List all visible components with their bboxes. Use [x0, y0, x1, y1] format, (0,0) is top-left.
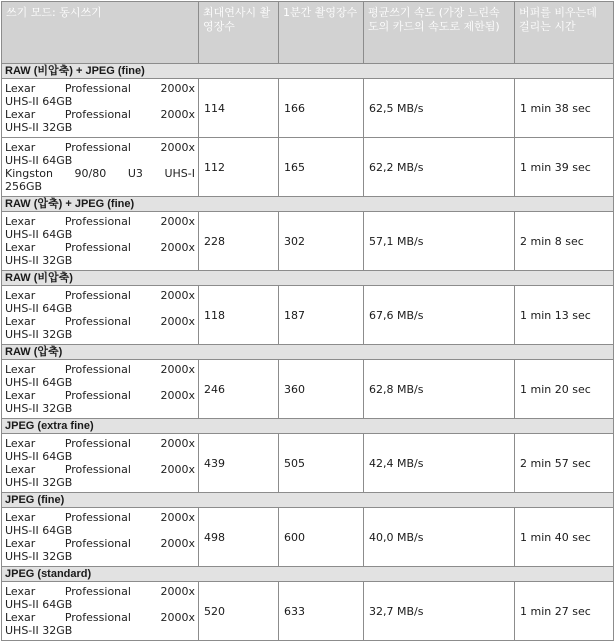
buffer-clear-cell: 1 min 20 sec: [515, 360, 614, 419]
avg-speed-cell: 62,2 MB/s: [364, 138, 515, 197]
buffer-clear-cell: 2 min 8 sec: [515, 212, 614, 271]
per-minute-cell: 187: [279, 286, 364, 345]
card-combination-cell: [2, 360, 199, 419]
avg-speed-cell: 57,1 MB/s: [364, 212, 515, 271]
card-combination-cell: [2, 212, 199, 271]
per-minute-cell: 166: [279, 79, 364, 138]
card-combination-cell: [2, 138, 199, 197]
card-line: UHS-II 32GB: [5, 328, 73, 341]
max-burst-cell: 118: [199, 286, 279, 345]
card-combination-cell: [2, 79, 199, 138]
card-line: Lexar Professional 2000x: [5, 82, 195, 95]
table-row: [2, 508, 614, 567]
card-line: UHS-II 32GB: [5, 121, 73, 134]
card-line: Lexar Professional 2000x: [5, 537, 195, 550]
card-line: Lexar Professional 2000x: [5, 463, 195, 476]
table-row: [2, 582, 614, 641]
avg-speed-cell: 67,6 MB/s: [364, 286, 515, 345]
header-mode: 쓰기 모드: 동시쓰기: [2, 2, 199, 64]
card-combination-cell: [2, 508, 199, 567]
write-speed-table: [1, 1, 614, 641]
buffer-clear-cell: 1 min 13 sec: [515, 286, 614, 345]
buffer-clear-cell: 1 min 38 sec: [515, 79, 614, 138]
table-row: [2, 138, 614, 197]
avg-speed-cell: 42,4 MB/s: [364, 434, 515, 493]
per-minute-cell: 360: [279, 360, 364, 419]
avg-speed-cell: 62,5 MB/s: [364, 79, 515, 138]
card-line: Kingston 90/80 U3 UHS-I: [5, 167, 195, 180]
section-row: [2, 64, 614, 79]
section-title: RAW (압축): [2, 345, 614, 360]
card-combination-cell: [2, 582, 199, 641]
table-row: [2, 286, 614, 345]
card-line: Lexar Professional 2000x: [5, 141, 195, 154]
section-row: [2, 567, 614, 582]
avg-speed-cell: 32,7 MB/s: [364, 582, 515, 641]
avg-speed-cell: 62,8 MB/s: [364, 360, 515, 419]
per-minute-cell: 505: [279, 434, 364, 493]
header-per-minute: 1분간 촬영장수: [279, 2, 364, 64]
buffer-clear-cell: 1 min 27 sec: [515, 582, 614, 641]
card-line: 256GB: [5, 180, 43, 193]
card-line: Lexar Professional 2000x: [5, 389, 195, 402]
section-title: RAW (압축) + JPEG (fine): [2, 197, 614, 212]
section-row: [2, 493, 614, 508]
card-line: UHS-II 32GB: [5, 402, 73, 415]
table-row: [2, 79, 614, 138]
max-burst-cell: 114: [199, 79, 279, 138]
card-line: UHS-II 64GB: [5, 154, 73, 167]
card-line: Lexar Professional 2000x: [5, 108, 195, 121]
section-row: [2, 345, 614, 360]
buffer-clear-cell: 2 min 57 sec: [515, 434, 614, 493]
card-line: UHS-II 32GB: [5, 550, 73, 563]
section-title: JPEG (standard): [2, 567, 614, 582]
section-title: RAW (비압축) + JPEG (fine): [2, 64, 614, 79]
header-row: [2, 2, 614, 64]
section-title: JPEG (fine): [2, 493, 614, 508]
card-line: UHS-II 64GB: [5, 95, 73, 108]
card-line: Lexar Professional 2000x: [5, 585, 195, 598]
card-line: Lexar Professional 2000x: [5, 437, 195, 450]
card-line: UHS-II 32GB: [5, 476, 73, 489]
card-combination-cell: [2, 286, 199, 345]
per-minute-cell: 600: [279, 508, 364, 567]
max-burst-cell: 112: [199, 138, 279, 197]
header-avg-speed: 평균쓰기 속도 (가장 느린속도의 카드의 속도로 제한됨): [364, 2, 515, 64]
card-line: UHS-II 32GB: [5, 624, 73, 637]
card-line: UHS-II 64GB: [5, 450, 73, 463]
table-body: [2, 64, 614, 641]
buffer-clear-cell: 1 min 39 sec: [515, 138, 614, 197]
section-title: JPEG (extra fine): [2, 419, 614, 434]
card-line: Lexar Professional 2000x: [5, 215, 195, 228]
per-minute-cell: 302: [279, 212, 364, 271]
table-row: [2, 212, 614, 271]
section-row: [2, 197, 614, 212]
card-line: UHS-II 32GB: [5, 254, 73, 267]
card-line: Lexar Professional 2000x: [5, 363, 195, 376]
section-row: [2, 419, 614, 434]
card-line: Lexar Professional 2000x: [5, 241, 195, 254]
header-max-burst: 최대연사시 촬영장수: [199, 2, 279, 64]
card-line: UHS-II 64GB: [5, 376, 73, 389]
max-burst-cell: 498: [199, 508, 279, 567]
max-burst-cell: 228: [199, 212, 279, 271]
card-line: Lexar Professional 2000x: [5, 315, 195, 328]
card-line: UHS-II 64GB: [5, 524, 73, 537]
card-combination-cell: [2, 434, 199, 493]
card-line: UHS-II 64GB: [5, 228, 73, 241]
card-line: UHS-II 64GB: [5, 302, 73, 315]
table-row: [2, 360, 614, 419]
header-buffer-clear: 버퍼를 비우는데 걸리는 시간: [515, 2, 614, 64]
max-burst-cell: 439: [199, 434, 279, 493]
card-line: Lexar Professional 2000x: [5, 289, 195, 302]
per-minute-cell: 165: [279, 138, 364, 197]
per-minute-cell: 633: [279, 582, 364, 641]
card-line: Lexar Professional 2000x: [5, 511, 195, 524]
avg-speed-cell: 40,0 MB/s: [364, 508, 515, 567]
buffer-clear-cell: 1 min 40 sec: [515, 508, 614, 567]
max-burst-cell: 246: [199, 360, 279, 419]
card-line: Lexar Professional 2000x: [5, 611, 195, 624]
section-row: [2, 271, 614, 286]
table-row: [2, 434, 614, 493]
max-burst-cell: 520: [199, 582, 279, 641]
card-line: UHS-II 64GB: [5, 598, 73, 611]
section-title: RAW (비압축): [2, 271, 614, 286]
